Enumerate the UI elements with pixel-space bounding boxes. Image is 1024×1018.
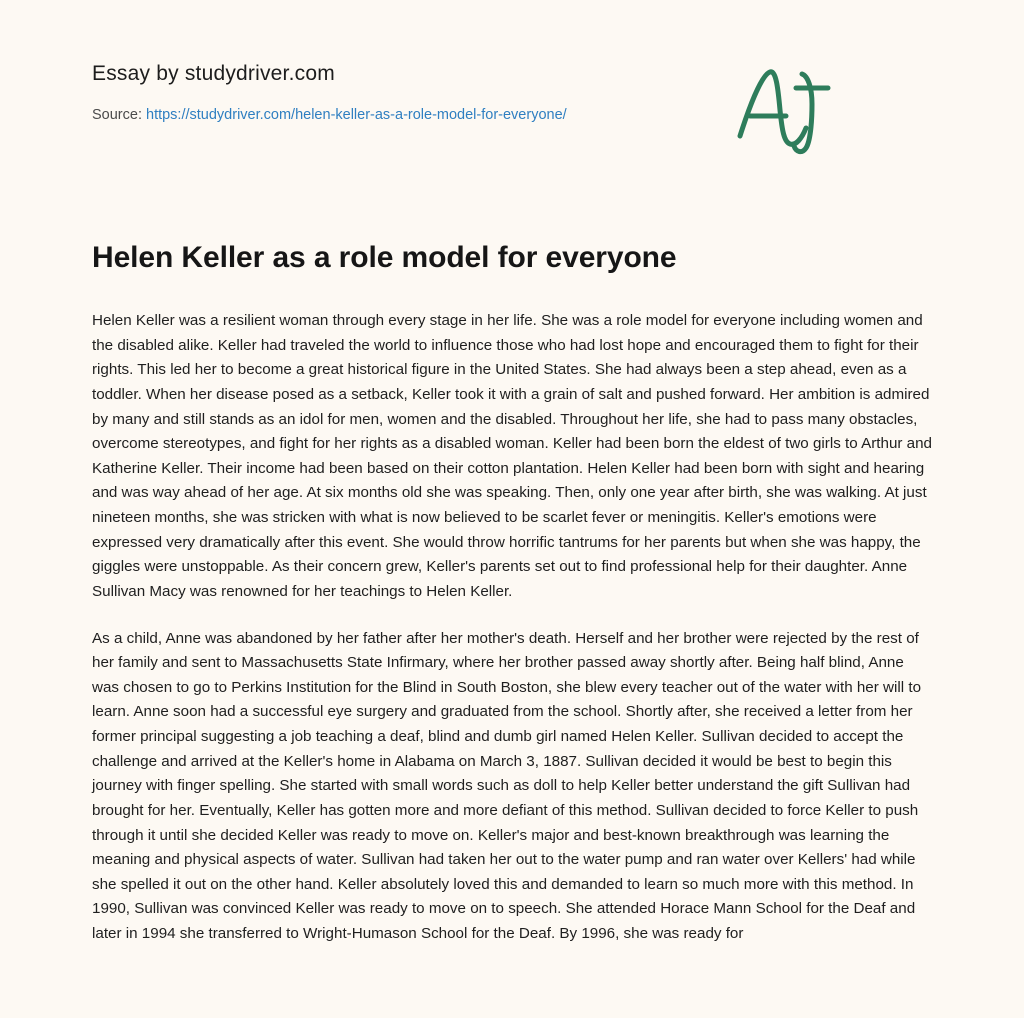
source-url-link[interactable]: https://studydriver.com/helen-keller-as-a-role-model-for-everyone/ bbox=[146, 107, 567, 123]
page-title: Helen Keller as a role model for everyone bbox=[92, 241, 677, 274]
paragraph: Helen Keller was a resilient woman through every stage in her life. She was a role model for everyone including women and the disabled alike. Keller had traveled the world to influence those who had lost hope and encouraged them to fight for their rights. This led her to become a great historical figure in the United States. She had always been a step ahead, even as a toddler. When her disease posed as a setback, Keller took it with a grain of salt and pushed forward. Her ambition is admired by many and still stands as an idol for men, women and the disabled. Throughout her life, she had to pass many obstacles, overcome stereotypes, and fight for her rights as a disabled woman. Keller had been born the eldest of two girls to Arthur and Katherine Keller. Their income had been based on their cotton plantation. Helen Keller had been born with sight and hearing and was way ahead of her age. At six months old she was speaking. Then, only one year after birth, she was walking. At just nineteen months, she was stricken with what is now believed to be scarlet fever or meningitis. Keller's emotions were expressed very dramatically after this event. She would throw horrific tantrums for her parents but when she was happy, the giggles were unstoppable. As their concern grew, Keller's parents set out to find professional help for their daughter. Anne Sullivan Macy was renowned for her teachings to Helen Keller. bbox=[92, 312, 933, 600]
document-header bbox=[92, 0, 932, 123]
paragraph: As a child, Anne was abandoned by her father after her mother's death. Herself and her brother were rejected by the rest of her family and sent to Massachusetts State Infirmary, where her brother passed away shortly after. Being half blind, Anne was chosen to go to Perkins Institution for the Blind in South Boston, she blew every teacher out of the water with her will to learn. Anne soon had a successful eye surgery and graduated from the school. Shortly after, she received a letter from her former principal suggesting a job teaching a deaf, blind and dumb girl named Helen Keller. Sullivan decided to accept the challenge and arrived at the Keller's home in Alabama on March 3, 1887. Sullivan decided it would be best to begin this journey with finger spelling. She started with small words such as doll to help Keller better understand the gift Sullivan had brought for her. Eventually, Keller has gotten more and more defiant of this method. Sullivan decided to force Keller to push through it until she decided Keller was ready to move on. Keller's major and best-known breakthrough was learning the meaning and physical aspects of water. Sullivan had taken her out to the water pump and ran water over Kellers' had while she spelled it out on the other hand. Keller absolutely loved this and demanded to learn so much more with this method. In 1990, Sullivan was convinced Keller was ready to move on to speech. She attended Horace Mann School for the Deaf and later in 1994 she transferred to Wright-Humason School for the Deaf. By 1996, she was ready for bbox=[92, 629, 922, 942]
source-label: Source: bbox=[92, 107, 146, 123]
essay-by-prefix: Essay by bbox=[92, 62, 185, 85]
essay-site-name: studydriver.com bbox=[184, 62, 335, 85]
document-body bbox=[92, 309, 932, 947]
aplus-logo-icon bbox=[730, 58, 840, 158]
